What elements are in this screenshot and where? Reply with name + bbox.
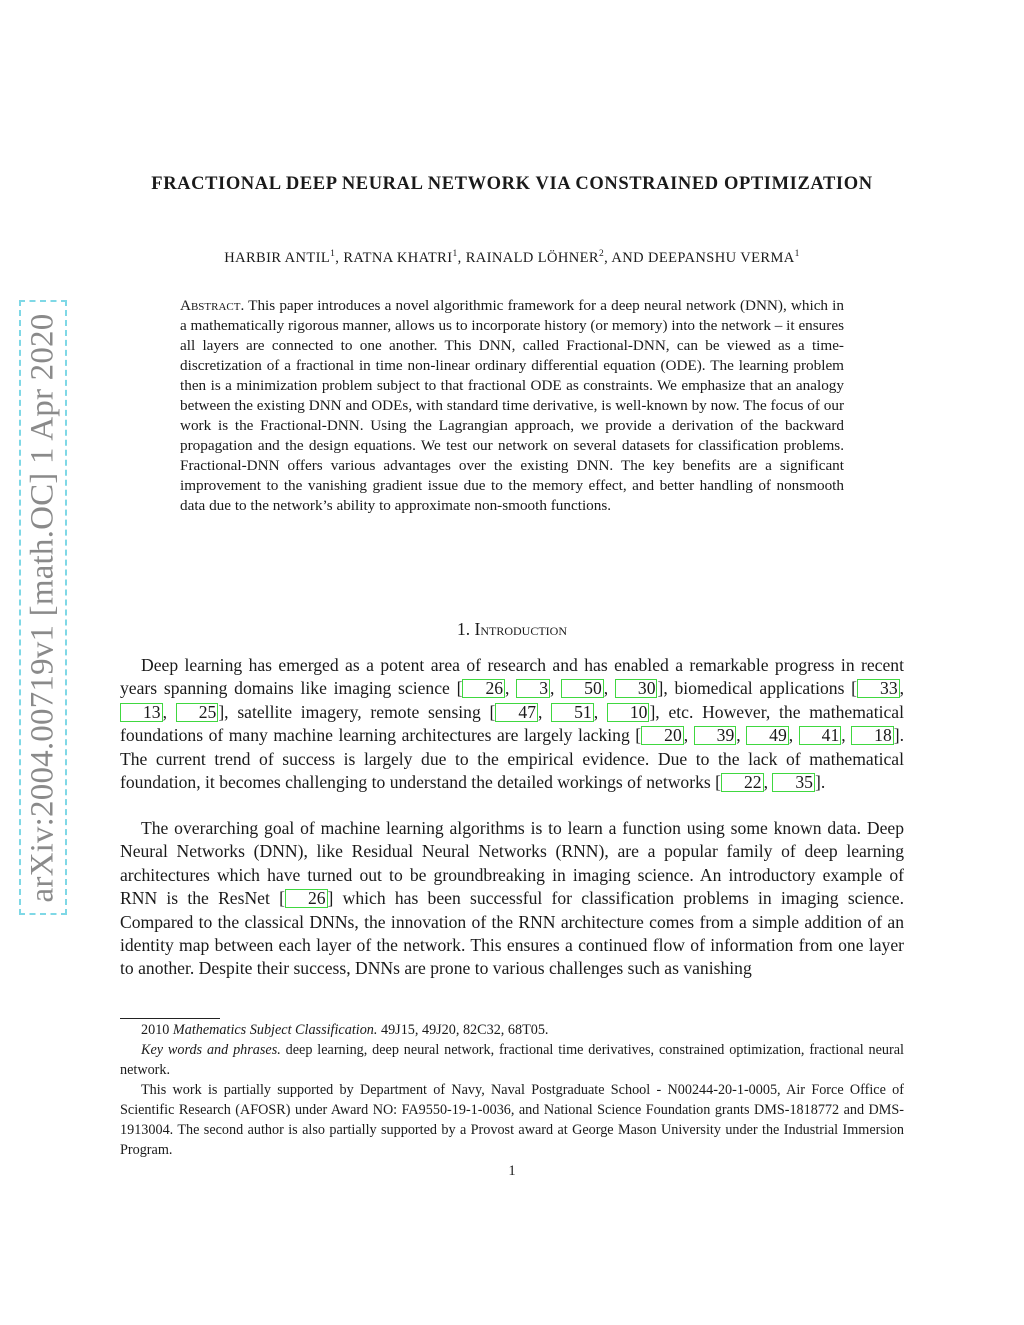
- section-number: 1.: [457, 619, 471, 639]
- msc-label: Mathematics Subject Classification.: [172, 1022, 378, 1038]
- author-name: RAINALD LÖHNER: [465, 249, 599, 266]
- body-text-run: ].: [814, 772, 826, 793]
- page-number: 1: [508, 1163, 516, 1179]
- keywords: [120, 1040, 904, 1080]
- citation-link[interactable]: 41: [799, 726, 842, 745]
- citation-link[interactable]: 30: [615, 679, 658, 698]
- abstract-label: Abstract.: [180, 297, 245, 314]
- citation-link[interactable]: 26: [285, 889, 328, 908]
- affiliation-mark: 1: [330, 249, 336, 259]
- abstract: [180, 296, 844, 516]
- citation-link[interactable]: 39: [694, 726, 737, 745]
- citation-link[interactable]: 47: [495, 703, 538, 722]
- citation-link[interactable]: 25: [176, 703, 219, 722]
- author-name: RATNA KHATRI: [343, 249, 453, 266]
- author-list: [120, 249, 904, 267]
- affiliation-mark: 2: [598, 249, 605, 259]
- section-heading: [0, 619, 1024, 640]
- citation-link[interactable]: 51: [551, 703, 594, 722]
- citation-link[interactable]: 26: [462, 679, 505, 698]
- body-text-run: ], etc. However, the mathematical foundations of many machine learning architectures are largely lacking [: [120, 701, 905, 746]
- citation-link[interactable]: 33: [857, 679, 900, 698]
- affiliation-mark: 1: [452, 249, 458, 259]
- citation-link[interactable]: 35: [772, 773, 815, 792]
- author-separator: , AND: [604, 249, 649, 266]
- keywords-label: Key words and phrases.: [141, 1042, 281, 1058]
- keywords-text: deep learning, deep neural network, fractional time derivatives, constrained optimization, fractional neural network.: [120, 1042, 904, 1078]
- citation-link[interactable]: 13: [120, 703, 163, 722]
- abstract-text: This paper introduces a novel algorithmic framework for a deep neural network (DNN), which in a mathematically rigorous manner, allows us to incorporate history (or memory) into the network – it ensures all layers are connected to one another. This DNN, called Fractional-DNN, can be viewed as a time-discretization of a fractional in time non-linear ordinary differential equation (ODE). The learning problem then is a minimization problem subject to that fractional ODE as constraints. We emphasize that an analogy between the existing DNN and ODEs, with standard time derivative, is well-known by now. The focus of our work is the Fractional-DNN. Using the Lagrangian approach, we provide a derivation of the backward propagation and the design equations. We test our network on several datasets for classification problems. Fractional-DNN offers various advantages over the existing DNN. The key benefits are a significant improvement to the vanishing gradient issue due to the memory effect, and better handling of nonsmooth data due to the network’s ability to approximate non-smooth functions.: [180, 297, 844, 514]
- citation-link[interactable]: 10: [607, 703, 650, 722]
- arxiv-identifier: arXiv:2004.00719v1 [math.OC] 1 Apr 2020: [24, 313, 61, 902]
- footnote-divider: [120, 1018, 220, 1019]
- msc-classification: [120, 1020, 904, 1040]
- body-text-run: ] which has been successful for classification problems in imaging science. Compared to the classical DNNs, the innovation of the RNN architecture comes from a simple addition of an identity map between each layer of the network. This ensures a continued flow of information from one layer to another. Despite their success, DNNs are prone to various challenges such as vanishing: [120, 888, 905, 979]
- body-text-run: The overarching goal of machine learning algorithms is to learn a function using some known data. Deep Neural Networks (DNN), like Residual Neural Networks (RNN), are a popular family of deep learning architectures which have turned out to be groundbreaking in imaging science. An introductory example of RNN is the ResNet [: [120, 818, 904, 909]
- arxiv-stamp: [19, 300, 67, 915]
- body-text-run: ], biomedical applications [: [657, 678, 858, 699]
- author-name: DEEPANSHU VERMA: [648, 249, 795, 266]
- msc-year: 2010: [141, 1022, 173, 1038]
- citation-link[interactable]: 22: [721, 773, 764, 792]
- body-text-run: Deep learning has emerged as a potent area of research and has enabled a remarkable progress in recent years spanning domains like imaging science [: [120, 655, 904, 699]
- body-text-run: ]. The current trend of success is largely due to the empirical evidence. Due to the lack of mathematical foundation, it becomes challenging to understand the detailed workings of networks [: [120, 725, 904, 793]
- affiliation-mark: 1: [794, 249, 800, 259]
- intro-paragraph-2: [120, 817, 904, 981]
- funding-note: This work is partially supported by Department of Navy, Naval Postgraduate School - N00244-20-1-0005, Air Force Office of Scientific Research (AFOSR) under Award NO: FA9550-19-1-0036, and National Science Foundation grants DMS-1818772 and DMS-1913004. The second author is also partially supported by a Provost award at George Mason University under the Industrial Immersion Program.: [120, 1082, 904, 1158]
- intro-paragraph-1: Deep learning has emerged as a potent area of research and has enabled a remarkable progress in recent years spanning domains like imaging science [ 26 , 3 , 50 , 30 ], biomedical applications [ 33 , 13 , 25 ], satellite imagery, remote sensing [ 47 , 51 , 10 ], etc. However, the mathematical foundations of many machine learning architectures are largely lacking [ 20 , 39 , 49 , 41 , 18 ]. The current trend of success is largely due to the empirical evidence. Due to the lack of mathematical foundation, it becomes challenging to understand the detailed workings of networks [ 22 , 35 ].: [120, 655, 905, 793]
- body-text-run: ], satellite imagery, remote sensing [: [218, 701, 496, 722]
- msc-codes: 49J15, 49J20, 82C32, 68T05.: [377, 1022, 549, 1038]
- citation-link[interactable]: 20: [641, 726, 684, 745]
- section-title: Introduction: [474, 619, 567, 639]
- paper-title: FRACTIONAL DEEP NEURAL NETWORK VIA CONSTRAINED OPTIMIZATION: [151, 174, 873, 194]
- citation-link[interactable]: 50: [561, 679, 604, 698]
- author-separator: ,: [335, 249, 344, 266]
- citation-link[interactable]: 3: [516, 679, 550, 698]
- footnotes: [120, 1020, 904, 1160]
- citation-link[interactable]: 18: [851, 726, 894, 745]
- citation-link[interactable]: 49: [746, 726, 789, 745]
- author-name: HARBIR ANTIL: [224, 249, 331, 266]
- author-separator: ,: [457, 249, 466, 266]
